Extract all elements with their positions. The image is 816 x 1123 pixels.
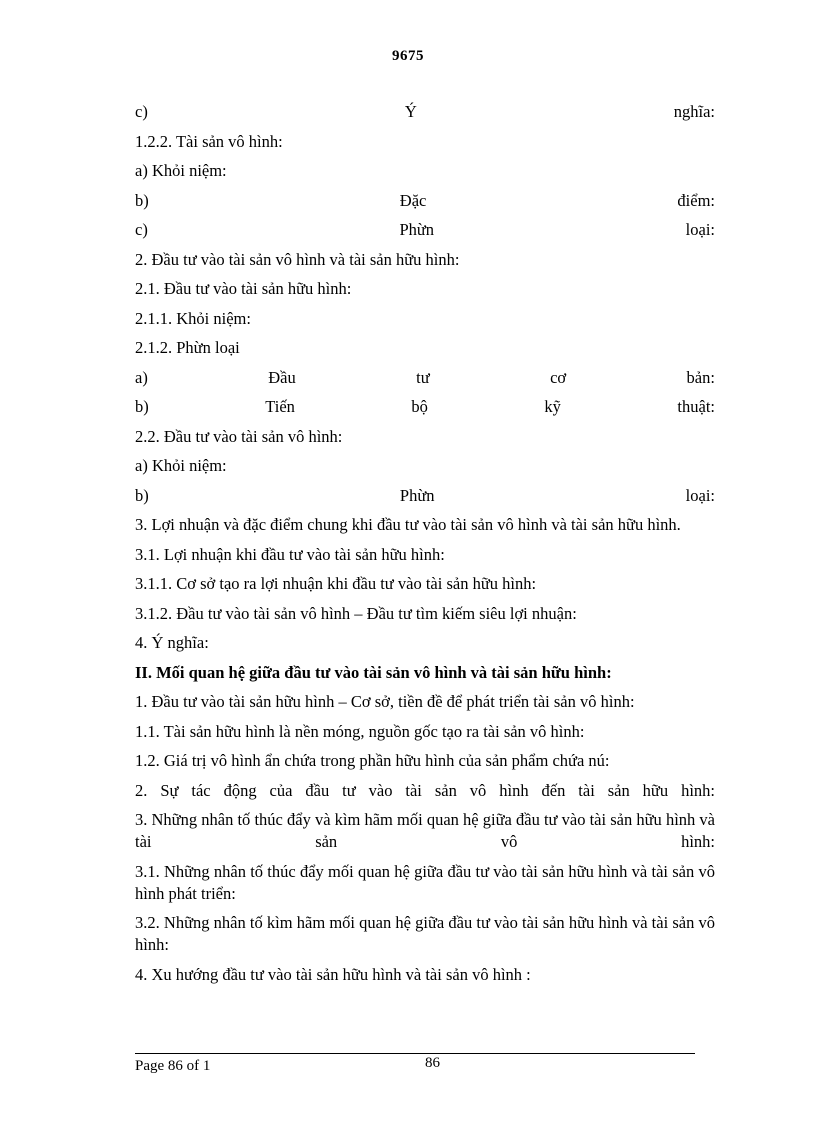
heading-3-1: 3.1. Lợi nhuận khi đầu tư vào tài sản hữu hình: <box>135 544 445 564</box>
footer-divider <box>135 1053 695 1054</box>
heading-ii-1-1: 1.1. Tài sản hữu hình là nền móng, nguồn gốc tạo ra tài sản vô hình: <box>135 721 585 741</box>
spread-word: thuật: <box>677 397 715 416</box>
document-body <box>135 101 715 993</box>
spread-word: Phừn <box>399 220 435 239</box>
footer-page-number: 86 <box>425 1055 440 1071</box>
item-a-dau-tu-co-ban <box>135 367 715 389</box>
section-ii-heading: II. Mối quan hệ giữa đầu tư vào tài sản vô hình và tài sản hữu hình: <box>135 662 612 682</box>
spread-word: Ý <box>404 102 417 121</box>
spread-word: cơ <box>550 367 567 387</box>
heading-ii-3: 3. Những nhân tố thúc đẩy và kìm hãm mối quan hệ giữa đầu tư vào tài sản hữu hình và tài sản vô hình: <box>135 810 715 851</box>
document-number: 9675 <box>392 48 424 64</box>
heading-1-2-2: 1.2.2. Tài sản vô hình: <box>135 131 283 151</box>
item-a-khai-niem-2: a) Khỏi niệm: <box>135 456 227 475</box>
spread-word: kỹ <box>544 397 561 416</box>
spread-word: tư <box>416 367 430 387</box>
heading-3-1-1: 3.1.1. Cơ sở tạo ra lợi nhuận khi đầu tư vào tài sản hữu hình: <box>135 574 537 593</box>
heading-2-1: 2.1. Đầu tư vào tài sản hữu hình: <box>135 279 352 298</box>
spread-word: Tiến <box>265 397 295 416</box>
item-b-dac-diem <box>135 190 715 212</box>
spread-word: Đầu <box>268 367 296 387</box>
heading-4-y-nghia: 4. Ý nghĩa: <box>135 633 209 652</box>
heading-3-1-2: 3.1.2. Đầu tư vào tài sản vô hình – Đầu tư tìm kiếm siêu lợi nhuận: <box>135 603 577 623</box>
heading-2: 2. Đầu tư vào tài sản vô hình và tài sản hữu hình: <box>135 249 460 269</box>
footer-page-label: Page 86 of 1 <box>135 1058 211 1074</box>
item-b-tien-bo-ky-thuat <box>135 396 715 418</box>
heading-ii-1: 1. Đầu tư vào tài sản hữu hình – Cơ sở, tiền đề để phát triển tài sản vô hình: <box>135 692 635 711</box>
heading-ii-1-2: 1.2. Giá trị vô hình ẩn chứa trong phần hữu hình của sản phẩm chứa nú: <box>135 751 610 770</box>
heading-2-2: 2.2. Đầu tư vào tài sản vô hình: <box>135 426 343 446</box>
list-marker: c) <box>135 220 148 239</box>
list-marker: b) <box>135 190 149 210</box>
heading-line-c-y-nghia <box>135 101 715 123</box>
spread-word: bộ <box>411 397 428 416</box>
spread-word: nghĩa: <box>673 102 715 121</box>
spread-word: điểm: <box>677 190 715 210</box>
spread-word: loại: <box>685 220 715 239</box>
list-marker: c) <box>135 102 148 121</box>
list-marker: a) <box>135 367 148 387</box>
heading-ii-2: 2. Sự tác động của đầu tư vào tài sản vô hình đến tài sản hữu hình: <box>135 780 715 800</box>
list-marker: b) <box>135 485 149 505</box>
heading-3: 3. Lợi nhuận và đặc điểm chung khi đầu tư vào tài sản vô hình và tài sản hữu hình. <box>135 515 681 534</box>
heading-ii-4: 4. Xu hướng đầu tư vào tài sản hữu hình và tài sản vô hình : <box>135 964 531 984</box>
spread-word: Đặc <box>399 190 427 210</box>
spread-word: bản: <box>686 367 715 387</box>
spread-word: loại: <box>685 485 715 505</box>
heading-2-1-2: 2.1.2. Phừn loại <box>135 338 240 357</box>
spread-word: Phừn <box>399 485 435 505</box>
heading-ii-3-2: 3.2. Những nhân tố kìm hãm mối quan hệ giữa đầu tư vào tài sản hữu hình và tài sản vô hình: <box>135 913 715 954</box>
item-b-phan-loai <box>135 485 715 507</box>
item-a-khai-niem: a) Khỏi niệm: <box>135 161 227 180</box>
list-marker: b) <box>135 397 149 416</box>
heading-2-1-1: 2.1.1. Khỏi niệm: <box>135 308 251 328</box>
item-c-phan-loai <box>135 219 715 241</box>
heading-ii-3-1: 3.1. Những nhân tố thúc đẩy mối quan hệ giữa đầu tư vào tài sản hữu hình và tài sản vô hình phát triển: <box>135 861 715 903</box>
